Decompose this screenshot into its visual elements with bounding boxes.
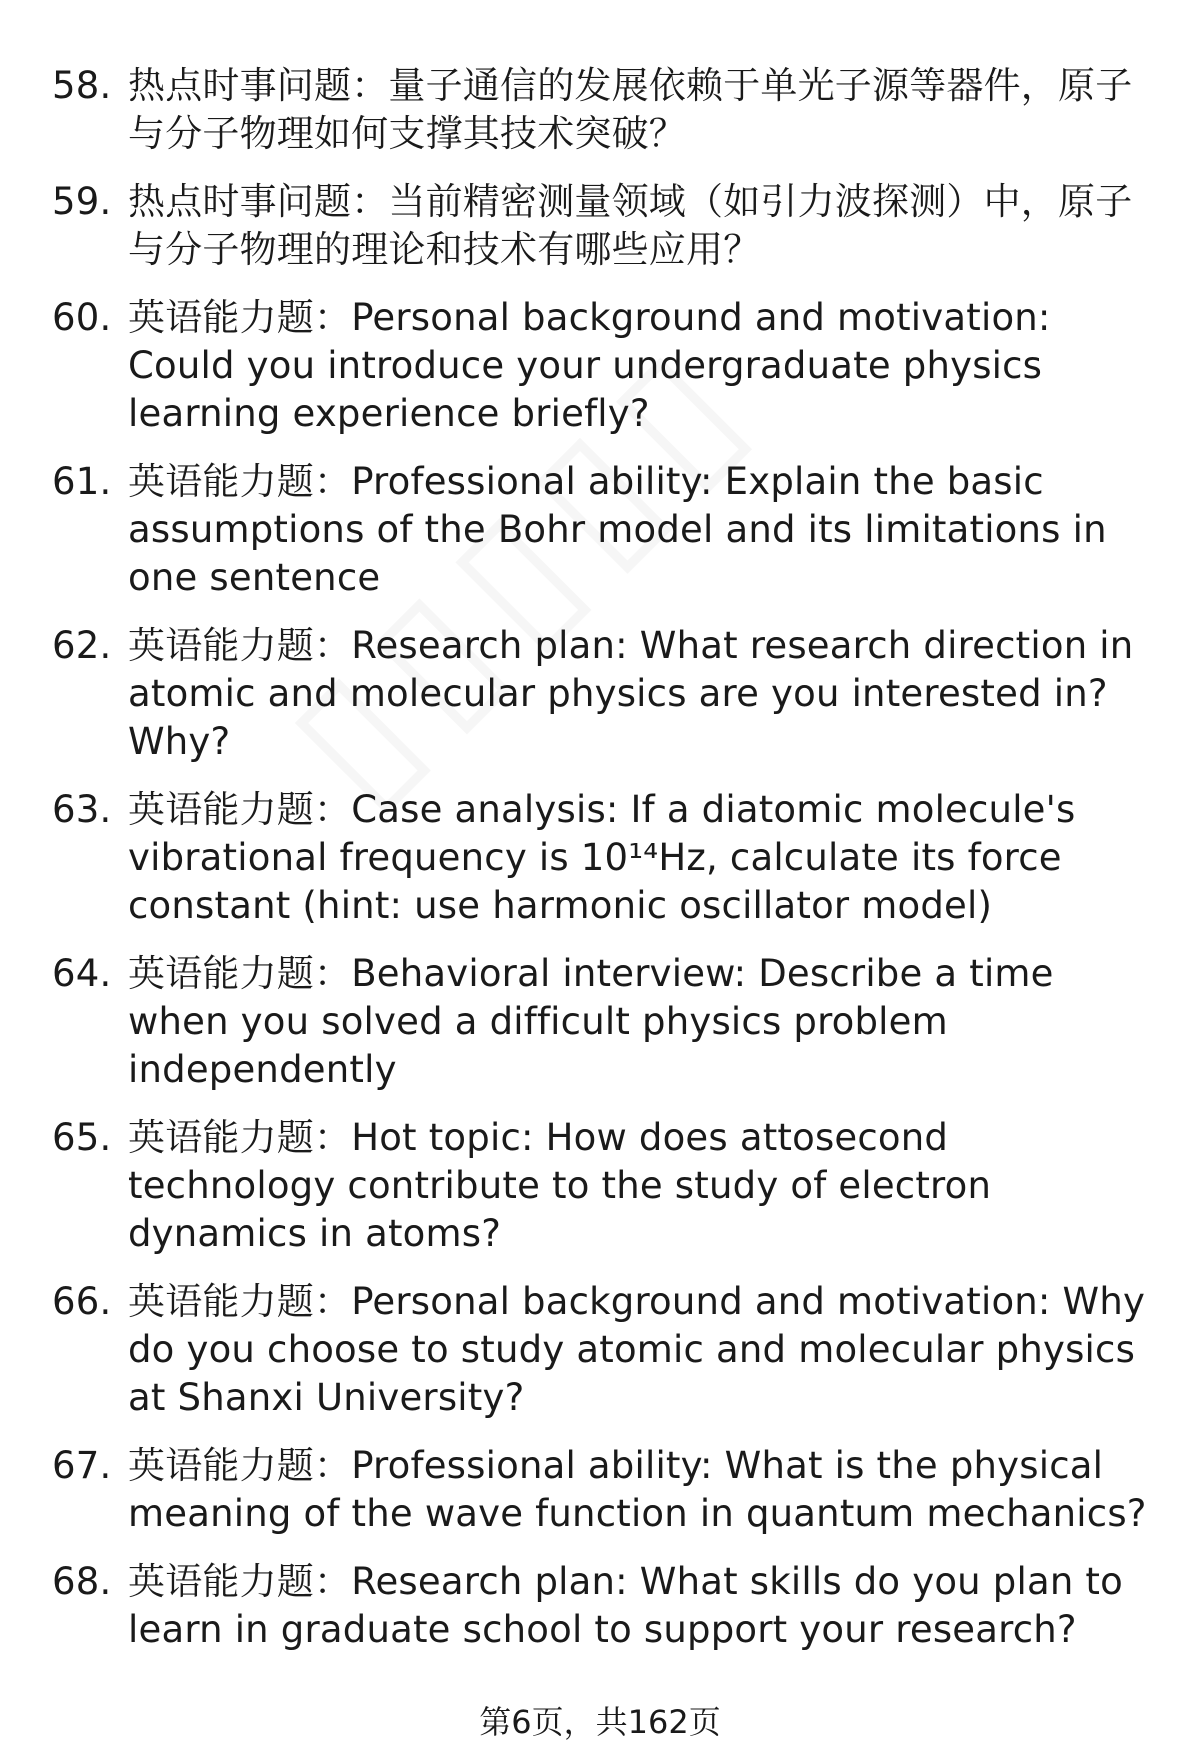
question-text: 英语能力题：Research plan: What research direction in atomic and molecular physics are you interested in? Why? <box>128 624 1134 763</box>
question-item-59 <box>52 178 1152 274</box>
question-number: 62. <box>52 624 112 667</box>
question-text: 热点时事问题：量子通信的发展依赖于单光子源等器件，原子与分子物理如何支撑其技术突破？ <box>128 64 1133 155</box>
question-item-58 <box>52 62 1152 158</box>
question-number: 67. <box>52 1444 112 1487</box>
question-item-67 <box>52 1442 1152 1538</box>
question-item-63 <box>52 786 1152 930</box>
question-text: 英语能力题：Research plan: What skills do you plan to learn in graduate school to support your research? <box>128 1560 1123 1651</box>
question-number: 59. <box>52 180 112 223</box>
question-text: 英语能力题：Case analysis: If a diatomic molecule's vibrational frequency is 10¹⁴Hz, calculate its force constant (hint: use harmonic oscillator model) <box>128 788 1076 927</box>
question-text: 英语能力题：Behavioral interview: Describe a time when you solved a difficult physics problem independently <box>128 952 1054 1091</box>
question-item-64 <box>52 950 1152 1094</box>
question-item-62 <box>52 622 1152 766</box>
question-text: 英语能力题：Personal background and motivation: Could you introduce your undergraduate physics learning experience briefly? <box>128 296 1051 435</box>
question-list <box>52 62 1152 1654</box>
question-text: 热点时事问题：当前精密测量领域（如引力波探测）中，原子与分子物理的理论和技术有哪些应用？ <box>128 180 1133 271</box>
question-item-61 <box>52 458 1152 602</box>
question-number: 64. <box>52 952 112 995</box>
question-text: 英语能力题：Professional ability: Explain the basic assumptions of the Bohr model and its limitations in one sentence <box>128 460 1107 599</box>
question-number: 68. <box>52 1560 112 1603</box>
page-number-label: 第6页，共162页 <box>479 1703 721 1741</box>
question-number: 66. <box>52 1280 112 1323</box>
question-item-66 <box>52 1278 1152 1422</box>
question-item-65 <box>52 1114 1152 1258</box>
question-number: 63. <box>52 788 112 831</box>
question-number: 61. <box>52 460 112 503</box>
question-number: 58. <box>52 64 112 107</box>
question-number: 65. <box>52 1116 112 1159</box>
question-number: 60. <box>52 296 112 339</box>
question-text: 英语能力题：Professional ability: What is the physical meaning of the wave function in quantum mechanics? <box>128 1444 1147 1535</box>
question-item-60 <box>52 294 1152 438</box>
question-text: 英语能力题：Personal background and motivation: Why do you choose to study atomic and molecular physics at Shanxi University? <box>128 1280 1146 1419</box>
question-text: 英语能力题：Hot topic: How does attosecond technology contribute to the study of electron dynamics in atoms? <box>128 1116 992 1255</box>
page-footer <box>0 1702 1200 1742</box>
question-item-68 <box>52 1558 1152 1654</box>
